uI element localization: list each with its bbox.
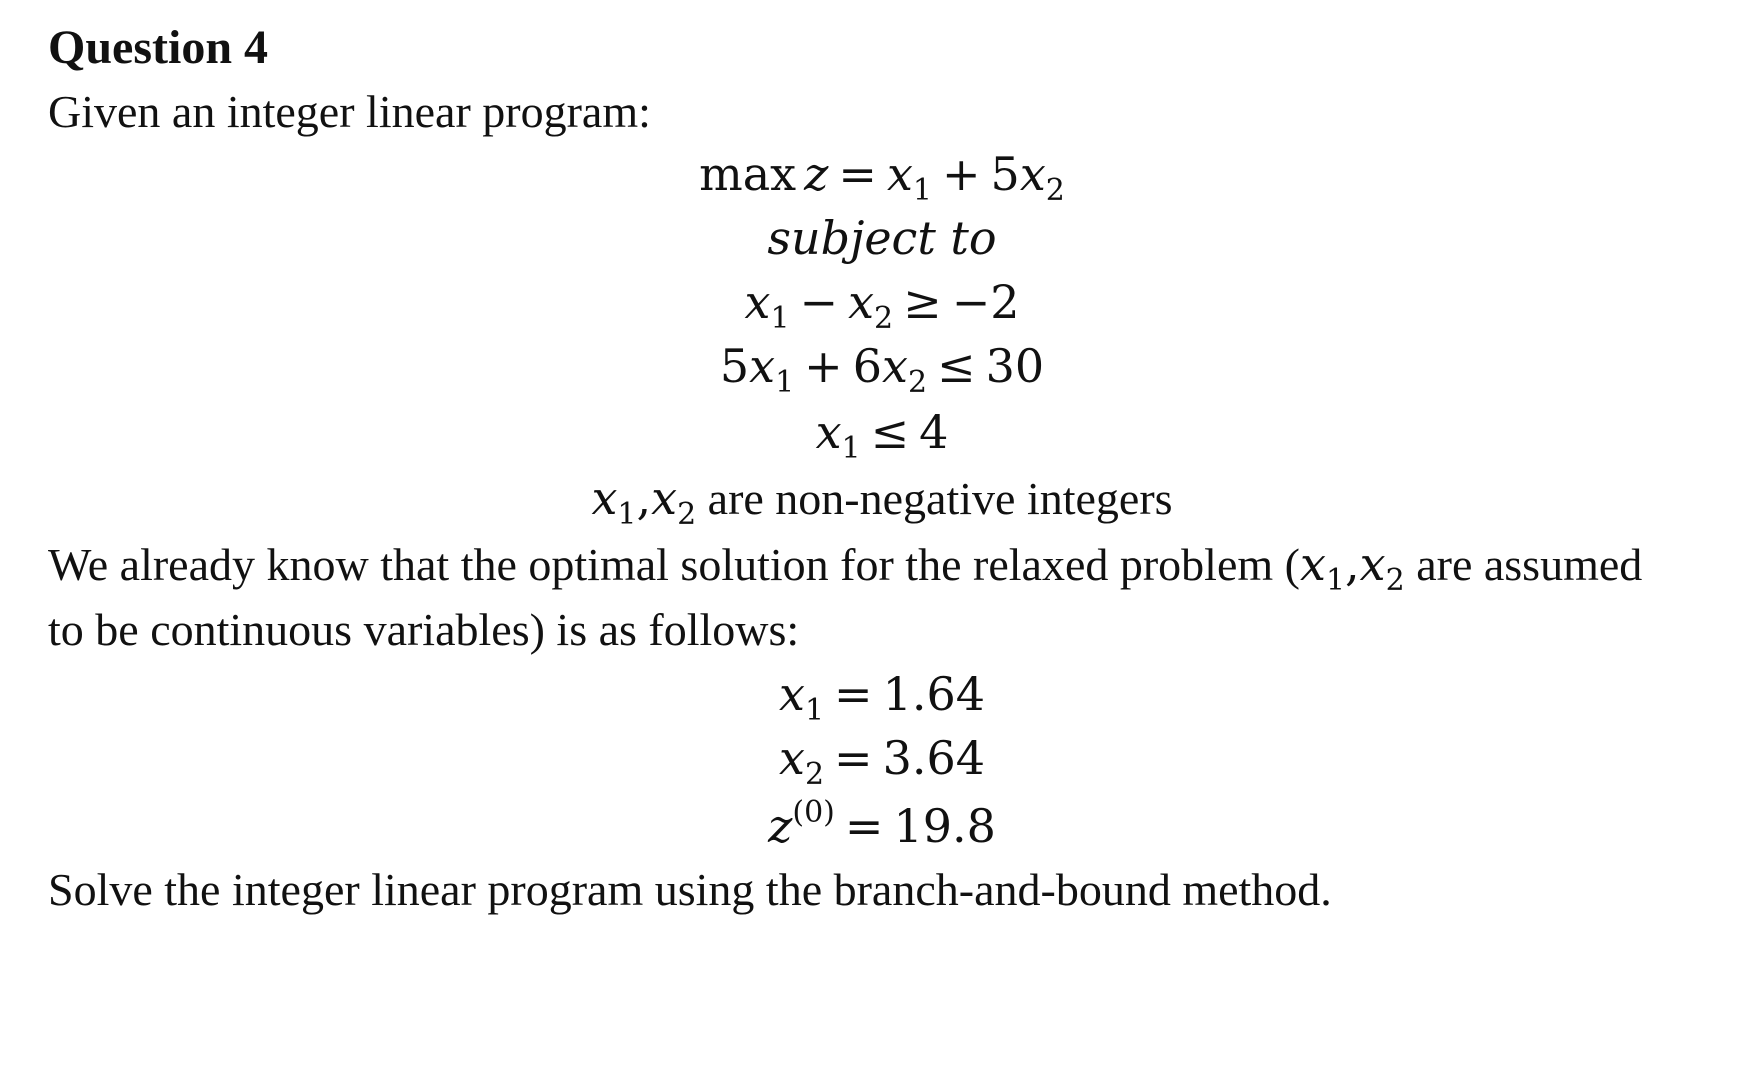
relaxed-text-after: are assumed (1404, 539, 1643, 590)
equals-sign: = (834, 731, 873, 785)
domain-constraint (0, 470, 1764, 532)
plus-sign: + (941, 147, 981, 201)
var-x1: x (815, 405, 842, 459)
objective-variable: z (804, 147, 829, 201)
leq-sign: ≤ (870, 405, 910, 459)
superscript-0: (0) (792, 795, 835, 830)
constraint-1 (0, 274, 1764, 336)
subscript-1: 1 (804, 693, 825, 728)
coefficient-5: 5 (990, 147, 1020, 201)
comma: , (636, 471, 652, 525)
subscript-2: 2 (1385, 563, 1405, 598)
equals-sign: = (844, 799, 884, 853)
var-x1: x (1299, 537, 1326, 591)
equals-sign: = (834, 667, 873, 721)
objective-function (0, 146, 1764, 208)
subscript-1: 1 (775, 365, 795, 400)
solution-z (0, 795, 1764, 855)
subscript-2: 2 (1045, 173, 1065, 208)
rhs-value: 4 (919, 405, 949, 459)
var-x1: x (749, 339, 776, 393)
var-x2: x (848, 275, 875, 329)
coefficient-6: 6 (852, 339, 882, 393)
constraint-3 (0, 404, 1764, 466)
leq-sign: ≤ (937, 339, 976, 393)
var-z: z (768, 799, 793, 853)
x2-value: 3.64 (882, 731, 985, 785)
instruction-text: Solve the integer linear program using the branch-and-bound method. (48, 864, 1332, 915)
minus-sign: − (799, 275, 839, 329)
var-x2: x (1019, 147, 1046, 201)
solution-x2 (0, 730, 1764, 792)
rhs-value: −2 (951, 275, 1020, 329)
var-x1: x (591, 471, 618, 525)
relaxed-text-before: We already know that the optimal solution for the relaxed problem ( (48, 539, 1300, 590)
subscript-1: 1 (841, 431, 861, 466)
constraint-2 (0, 338, 1764, 400)
subscript-2: 2 (907, 365, 928, 400)
coefficient-5: 5 (719, 339, 750, 393)
intro-text: Given an integer linear program: (48, 86, 651, 137)
subject-to-line (0, 210, 1764, 267)
var-x2: x (1359, 537, 1386, 591)
question-title: Question 4 (48, 21, 269, 74)
x1-value: 1.64 (882, 667, 985, 721)
subject-to-text: subject to (767, 211, 997, 265)
z-value: 19.8 (893, 799, 996, 853)
var-x2: x (651, 471, 678, 525)
rhs-value: 30 (985, 339, 1045, 393)
relaxed-text-line-2: to be continuous variables) is as follows: (48, 604, 800, 655)
var-x1: x (886, 147, 913, 201)
subscript-1: 1 (770, 301, 790, 336)
geq-sign: ≥ (903, 275, 942, 329)
domain-text: are non-negative integers (696, 473, 1173, 524)
subscript-2: 2 (874, 301, 894, 336)
solution-x1 (0, 666, 1764, 728)
var-x1: x (744, 275, 771, 329)
subscript-1: 1 (617, 497, 637, 532)
subscript-1: 1 (912, 173, 932, 208)
subscript-1: 1 (1325, 563, 1346, 598)
subscript-2: 2 (677, 497, 697, 532)
comma: , (1345, 537, 1360, 591)
plus-sign: + (804, 339, 843, 393)
var-x2: x (778, 731, 805, 785)
var-x1: x (778, 667, 805, 721)
max-operator: max (699, 147, 797, 201)
equals-sign: = (838, 147, 877, 201)
var-x2: x (882, 339, 908, 393)
relaxed-text-line-1 (48, 536, 1643, 598)
subscript-2: 2 (804, 757, 825, 792)
